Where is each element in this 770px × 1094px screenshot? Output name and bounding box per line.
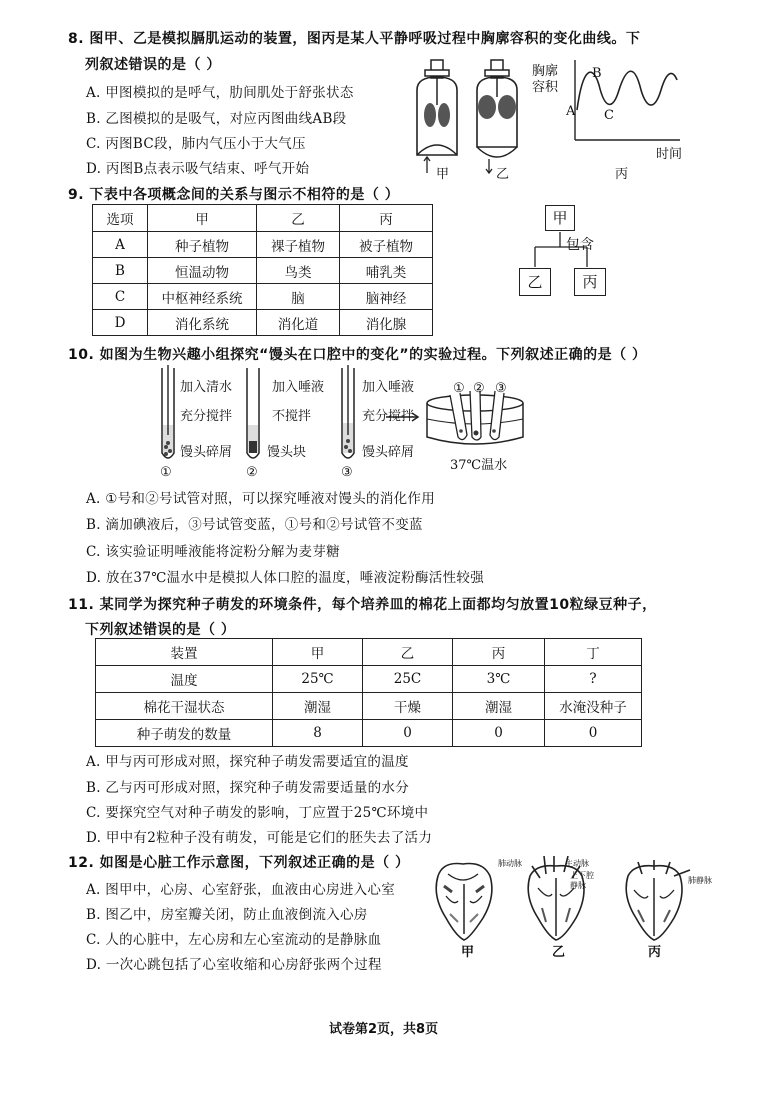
q10-option-c: C. 该实验证明唾液能将淀粉分解为麦芽糖	[86, 544, 340, 560]
q12-label-jia: 甲	[461, 945, 475, 960]
q8-option-c: C. 丙图BC段，肺内气压小于大气压	[86, 136, 306, 152]
q8-point-a: A	[566, 104, 576, 119]
q11-table	[95, 638, 642, 747]
q8-label-yi: 乙	[496, 167, 510, 182]
q10-option-b: B. 滴加碘液后，③号试管变蓝，①号和②号试管不变蓝	[86, 517, 423, 533]
q8-point-c: C	[604, 108, 614, 123]
q8-xlabel: 时间	[656, 147, 683, 162]
table-row: D 消化系统 消化道 消化腺	[93, 310, 433, 336]
q12-stem: 12. 如图是心脏工作示意图，下列叙述正确的是（ ）	[68, 855, 410, 871]
q12-label-bing: 丙	[648, 945, 662, 960]
q12-option-a: A. 图甲中，心房、心室舒张，血液由心房进入心室	[86, 882, 396, 898]
q10-tube2-line2: 不搅拌	[272, 409, 312, 424]
q10-bath-label: 37℃温水	[450, 458, 508, 473]
q12-label-yi: 乙	[552, 945, 566, 960]
q12-label-vena-cava-1: 上下腔	[570, 871, 594, 880]
q8-stem-line1: 8. 图甲、乙是模拟膈肌运动的装置，图丙是某人平静呼吸过程中胸廓容积的变化曲线。下	[68, 31, 641, 47]
q12-option-d: D. 一次心跳包括了心室收缩和心房舒张两个过程	[86, 957, 382, 973]
q12-label-vena-cava-2: 静脉	[570, 881, 586, 890]
q9-box-bing: 丙	[574, 268, 606, 296]
q8-ylabel-1: 胸廓	[532, 64, 559, 79]
q10-tube2-num: ②	[246, 465, 258, 480]
q8-point-b: B	[592, 66, 602, 81]
q11-option-b: B. 乙与丙可形成对照，探究种子萌发需要适量的水分	[86, 780, 410, 796]
q8-ylabel-2: 容积	[532, 80, 559, 95]
q10-tube2-line1: 加入唾液	[272, 380, 325, 395]
q8-label-bing: 丙	[615, 167, 629, 182]
page-footer: 试卷第2页，共8页	[329, 1022, 439, 1037]
table-row: 种子萌发的数量 8 0 0 0	[96, 720, 642, 747]
q10-tube1-num: ①	[160, 465, 172, 480]
table-row: 选项 甲 乙 丙	[93, 205, 433, 232]
q9-table	[92, 204, 433, 336]
q9-box-jia: 甲	[545, 205, 575, 231]
q10-tube1-line3: 馒头碎屑	[180, 445, 233, 460]
q11-stem-line2: 下列叙述错误的是（ ）	[85, 622, 236, 638]
q12-option-b: B. 图乙中，房室瓣关闭，防止血液倒流入心房	[86, 907, 368, 923]
q8-option-d: D. 丙图B点表示吸气结束、呼气开始	[86, 161, 310, 177]
q12-label-pulmonary-vein: 肺静脉	[688, 876, 712, 885]
q8-stem-line2: 列叙述错误的是（ ）	[85, 57, 221, 73]
q11-option-c: C. 要探究空气对种子萌发的影响，丁应置于25℃环境中	[86, 805, 429, 821]
table-row: 棉花干湿状态 潮湿 干燥 潮湿 水淹没种子	[96, 693, 642, 720]
q8-label-jia: 甲	[436, 167, 450, 182]
table-row: A 种子植物 裸子植物 被子植物	[93, 232, 433, 258]
q12-label-aorta: 主动脉	[565, 859, 589, 868]
q8-bell-jar-figure	[405, 55, 535, 180]
q10-bath-num2: ②	[473, 381, 485, 396]
q10-stem: 10. 如图为生物兴趣小组探究“馒头在口腔中的变化”的实验过程。下列叙述正确的是（ ）	[68, 347, 647, 363]
q10-tube2-line3: 馒头块	[267, 445, 307, 460]
q10-bath-num1: ①	[453, 381, 465, 396]
table-row: 装置 甲 乙 丙 丁	[96, 639, 642, 666]
q9-stem: 9. 下表中各项概念间的关系与图示不相符的是（ ）	[68, 187, 400, 203]
q10-option-d: D. 放在37℃温水中是模拟人体口腔的温度，唾液淀粉酶活性较强	[86, 570, 485, 586]
table-row: B 恒温动物 鸟类 哺乳类	[93, 258, 433, 284]
q12-option-c: C. 人的心脏中，左心房和左心室流动的是静脉血	[86, 932, 382, 948]
q9-rel-label: 包含	[566, 237, 594, 253]
q10-option-a: A. ①号和②号试管对照，可以探究唾液对馒头的消化作用	[86, 491, 436, 507]
table-row: 温度 25℃ 25C 3℃ ?	[96, 666, 642, 693]
q10-tube3-num: ③	[341, 465, 353, 480]
table-row: C 中枢神经系统 脑 脑神经	[93, 284, 433, 310]
q10-tube3-line2: 充分搅拌	[362, 409, 415, 424]
q11-stem-line1: 11. 某同学为探究种子萌发的环境条件，每个培养皿的棉花上面都均匀放置10粒绿豆种子，	[68, 597, 657, 613]
q9-box-yi: 乙	[519, 268, 551, 296]
q12-label-pulmonary-artery: 肺动脉	[498, 859, 522, 868]
q11-option-d: D. 甲中有2粒种子没有萌发，可能是它们的胚失去了活力	[86, 830, 433, 846]
q11-option-a: A. 甲与丙可形成对照，探究种子萌发需要适宜的温度	[86, 754, 409, 770]
q10-tube3-line3: 馒头碎屑	[362, 445, 415, 460]
q10-bath-num3: ③	[495, 381, 507, 396]
q8-option-b: B. 乙图模拟的是吸气，对应丙图曲线AB段	[86, 111, 347, 127]
q10-tube1-line1: 加入清水	[180, 380, 233, 395]
q8-option-a: A. 甲图模拟的是呼气，肋间肌处于舒张状态	[86, 85, 354, 101]
q10-tube3-line1: 加入唾液	[362, 380, 415, 395]
q10-tube1-line2: 充分搅拌	[180, 409, 233, 424]
